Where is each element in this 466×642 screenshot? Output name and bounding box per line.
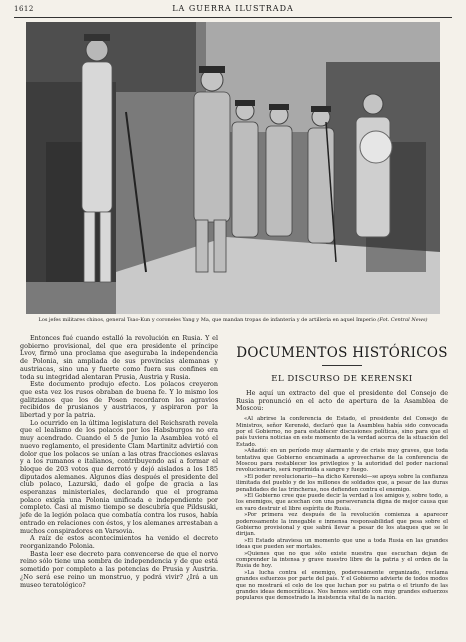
caption-text: Los jefes militares chinos, general Tsao-Kun y coroneles Yang y Ma, que mandan tropas de infantería y de artillería en aquel Imperio (38, 317, 376, 323)
speech-paragraph: »Por primera vez después de la revolución comienza a aparecer poderosamente la innegable e inmensa responsabilidad que pesa sobre el Gobierno provisional y que sabrá llevar a pesar de los ataques que se le dirijan. (236, 512, 448, 538)
photograph (26, 22, 440, 314)
header-rule (14, 17, 452, 18)
speech-paragraph: «Al abrirse la conferencia de Estado, el presidente del Consejo de Ministros, señor Kerenski, declaró que la Asamblea había sido convocada por el Gobierno, no para establecer discusiones políticas, sino para que el país tuviera noticias en este momento de la verdad acerca de la situación del Estado. (236, 416, 448, 448)
right-column (236, 335, 448, 602)
paragraph: Entonces fué cuando estalló la revolución en Rusia. Y el gobierno provisional, del que era presidente el príncipe Lvov, firmó una proclama que aseguraba la independencia de Polonia, sin ampliada de sus provincias alemanas y austriacas, sino una y fuerte como fuera sus confines en toda su integridad alentaran Prusia, Austria y Rusia. (20, 334, 218, 381)
running-title: LA GUERRA ILUSTRADA (172, 4, 294, 13)
left-column (20, 335, 218, 589)
speech-paragraph: »El poder revolucionario—ha dicho Kerenski—se apoya sobre la confianza ilimitada del pueblo y de los millones de soldados que, a pesar de las duras penalidades de las trincheras, nos defienden contra el enemigo. (236, 473, 448, 493)
speech-paragraph: »El Estado atraviesa un momento que une a toda Rusia en las grandes ideas que pueden ser mortales. (236, 537, 448, 551)
photo-illustration (26, 22, 440, 314)
paragraph: Este documento produjo efecto. Los polacos creyeron que esta vez los rusos obraban de buena fe. Y lo mismo los galitzianos que los de Posen recordaron los agravios recibidos de prusianos y austriacos, y aspiraron por la libertad y por la patria. (20, 380, 218, 420)
paragraph: Basta leer ese decreto para convencerse de que el norvo reino sólo tiene una sombra de independencia y de que está sometido por completo a las potencias de Prusia y Austria. ¿No será ese reino un monstruo, y podrá vivir? ¿Irá a un museo teratológico? (20, 549, 218, 589)
photo-caption (30, 317, 436, 324)
speech-text (236, 416, 448, 602)
section-divider (322, 365, 362, 366)
paragraph: Lo ocurrido en la última legislatura del Reichsrath revela que el lealismo de los polacos por los Habsburgos no era muy acendrado. Cuando el 5 de Junio la Asamblea votó el nuevo reglamento, el presidente Clam Martinitz advirtió con dolor que los polacos se unían a las otras fracciones eslavas y a los rumanos e italianos, contribuyendo así a formar el bloque de 203 votos que derrotó y dejó aislados a los 185 diputados alemanes. Algunos días después el presidente del club polaco, Lazurski, dado el golpe de gracia a las esperanzas ministeriales, declarando que el programa polaco exigía una Polonia unificada e independiente por completo. Casi al mismo tiempo se descubría que Pildsuski, jefe de la legión polaca que combatía contra los rusos, había entrado en relaciones con éstos, y los alemanes arrestaban a muchos conspiradores en Varsovia. (20, 418, 218, 535)
page-number: 1612 (14, 5, 34, 13)
speech-paragraph: »El Gobierno cree que puede decir la verdad a los amigos y, sobre todo, a los enemigos, que acechan con una perseverancia digna de mejor causa que en varo destruir el libre espíritu de Rusia. (236, 492, 448, 512)
caption-credit: (Fot. Central News) (377, 317, 428, 323)
speech-paragraph: »Quienes que no que sólo existe nuestra que escuchan dejan de comprender la intensa y grave nuestro libre de la patria y el orden de la Rusia de hoy. (236, 550, 448, 570)
speech-paragraph: »Añadió: en un período muy alarmante y de crisis muy graves, que toda tentativa que Gobierno encaminada a aprovecharse de la conferencia de Moscou para restablecer los privilegios y la autoridad del poder nacional revolucionario, será reprimida a sangre y fuego. (236, 448, 448, 474)
paragraph: A raíz de estos acontecimientos ha venido el decreto reorganizando Polonia. (20, 534, 218, 550)
section-title: DOCUMENTOS HISTÓRICOS (236, 345, 448, 361)
article-subtitle: EL DISCURSO DE KERENSKI (271, 374, 413, 384)
speech-paragraph: »La lucha contra el enemigo, poderosamente organizado, reclama grandes esfuerzos por parte del país. Y el Gobierno advierte de todos modos que no mostrará el celo de los que luchan por su patria o el triunfo de las grandes ideas democráticas. Nos hemos sentido con muy grandes esfuerzos populares que demostrado la insistencia vital de la nación. (236, 569, 448, 602)
page-header (14, 4, 452, 16)
article-intro: He aquí un extracto del que el presidente del Consejo de Rusia pronunció en el acto de apertura de la Asamblea de Moscou: (236, 389, 448, 413)
